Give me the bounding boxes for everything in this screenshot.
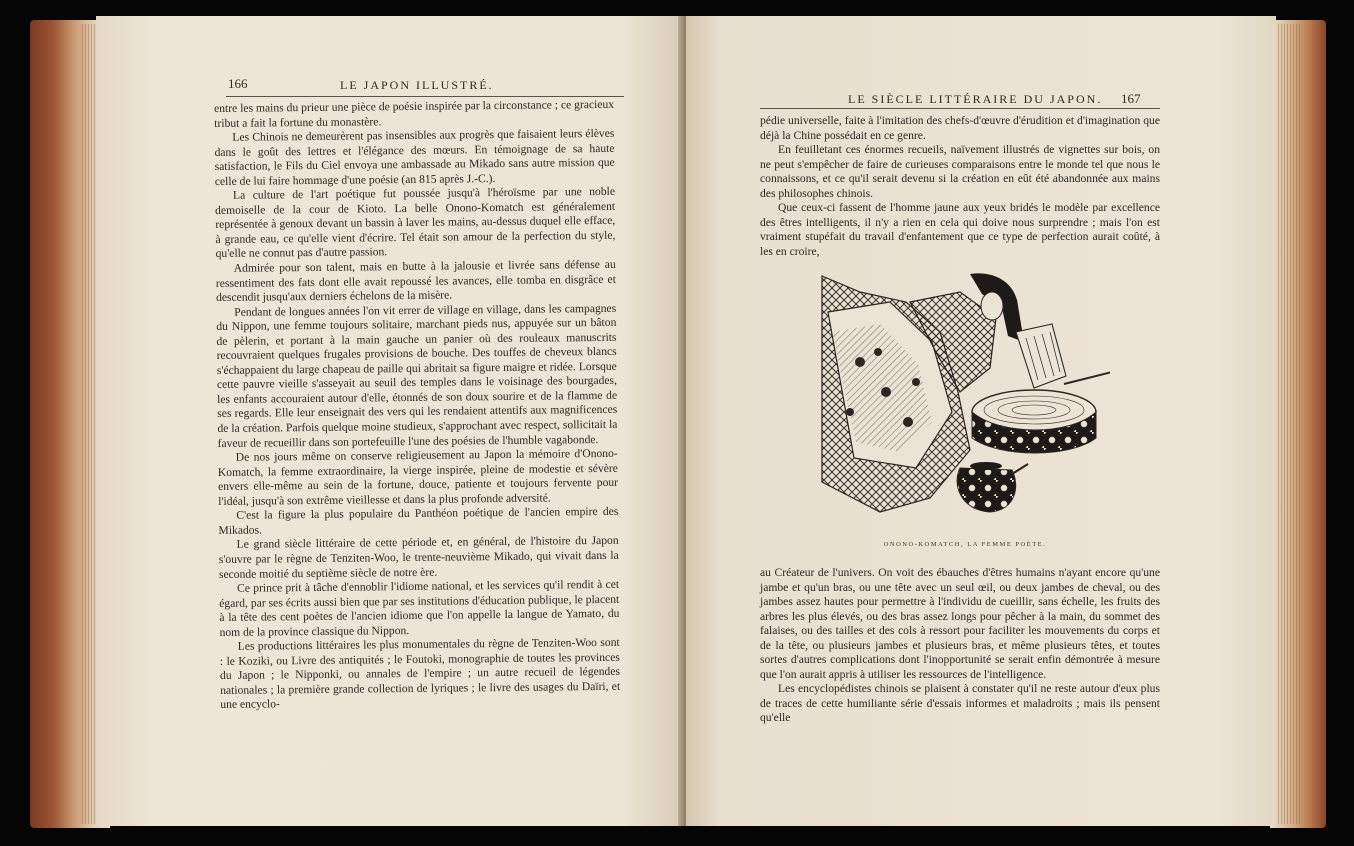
right-paragraph: En feuilletant ces énormes recueils, naïvement illustrés de vignettes sur bois, on ne peut s'empêcher de faire de curieuses comparaisons entre le monde tel que nous le connaissons, et ce qu'il serait devenu si la création en eût été abandonnée aux mains des philosophes chinois.: [760, 143, 1160, 200]
left-page-number: 166: [228, 76, 248, 91]
right-header-rule: [760, 108, 1160, 109]
right-page-edges: [1272, 24, 1302, 824]
left-paragraph: Les Chinois ne demeurèrent pas insensibles aux progrès que faisaient leurs élèves dans le goût des lettres et l'élégance des mœurs. En témoignage de sa haute satisfaction, le Fils du Ciel envoya une ambassade au Mikado sans autre mission que celle de lui faire hommage d'une poésie (an 815 après J.-C.).: [214, 126, 615, 188]
left-body-text: [214, 98, 620, 713]
right-page-number: 167: [1121, 91, 1141, 106]
left-paragraph: De nos jours même on conserve religieusement au Japon la mémoire d'Onono-Komatch, la femme extraordinaire, la vierge inspirée, pleine de modestie et sévère envers elle-même au sein de la fortune, douce, patiente et toujours fervente pour l'idéal, jusqu'à son extrême vieillesse et dans la plus profonde adversité.: [217, 446, 619, 508]
right-paragraph: Que ceux-ci fassent de l'homme jaune aux yeux bridés le modèle par excellence des êtres intelligents, il n'y a rien en cela qui doive nous surprendre ; mais l'on est vraiment stupéfait du travail d'enfantement que ce type de perfection aurait coûté, à les en croire,: [760, 201, 1160, 258]
right-paragraph: pédie universelle, faite à l'imitation des chefs-d'œuvre d'érudition et d'imagination que déjà la Chine possédait en ce genre.: [760, 114, 1160, 142]
left-paragraph: Le grand siècle littéraire de cette période et, en général, de l'histoire du Japon s'ouvre par le règne de Tenziten-Woo, le trente-neuvième Mikado, qui vivait dans la seconde moitié du septième siècle de notre ère.: [218, 534, 619, 581]
left-paragraph: Ce prince prit à tâche d'ennoblir l'idiome national, et les services qu'il rendit à cet égard, par ses écrits aussi bien que par ses institutions d'éducation publique, le placent à la tête des cent poètes de l'ancien idiome que l'on appelle la langue de Yamato, du nom de la province classique du Nippon.: [219, 577, 620, 639]
left-header-rule: [226, 96, 624, 97]
left-paragraph: Pendant de longues années l'on vit errer de village en village, dans les campagnes du Nippon, une femme toujours solitaire, marchant pieds nus, appuyée sur un bâton de pèlerin, et portant à la main gauche un panier où des rouleaux manuscrits recouvraient quelques frugales provisions de bouche. Des touffes de cheveux blancs s'échappaient du large chapeau de paille qui abritait sa figure maigre et ridée. Lorsque cette pauvre vieille s'asseyait au seuil des temples dans le voisinage des bourgades, les enfants accouraient autour d'elle, étonnés de son doux sourire et de la flamme de ses regards. Elle leur enseignait des vers qui les rendaient attentifs aux magnificences de la création. Parfois quelque moine studieux, s'approchant avec respect, sollicitait la faveur de recueillir dans son portefeuille l'une des poésies de l'humble vagabonde.: [216, 301, 618, 450]
onono-komatch-woodcut-illustration: [820, 272, 1110, 522]
right-paragraph: au Créateur de l'univers. On voit des ébauches d'êtres humains n'ayant encore qu'une jambe et qu'un bras, ou une tête avec un seul œil, ou deux jambes de cheval, ou des jambes assez hautes pour permettre à l'individu de cueillir, sans échelle, les fruits des arbres les plus élevés, ou des bras assez longs pour pêcher à la main, du sommet des falaises, ou des tailles et des cols à ressort pour faciliter les mouvements du corps et de la tête, ou plusieurs jambes et plusieurs bras, et même plusieurs têtes, et toutes sortes d'autres complications dont l'inopportunité se serait enfin démontrée à mesure que l'on aurait appris à utiliser les ressources de l'intelligence.: [760, 566, 1160, 681]
left-paragraph: C'est la figure la plus populaire du Panthéon poétique de l'ancien empire des Mikados.: [218, 505, 619, 537]
left-paragraph: Les productions littéraires les plus monumentales du règne de Tenziten-Woo sont : le Koziki, ou Livre des antiquités ; le Foutoki, monographie de toutes les provinces du Japon ; le Nipponki, ou annales de l'empire ; un autre recueil de légendes nationales ; la première grande collection de lyriques ; le livre des usages du Daïri, et une encyclo-: [219, 636, 621, 712]
right-body-text-top: [760, 114, 1160, 259]
figure-caption: ONONO-KOMATCH, LA FEMME POÈTE.: [883, 541, 1047, 548]
left-paragraph: entre les mains du prieur une pièce de poésie inspirée par la circonstance ; ce gracieux tribut a fait la fortune du monastère.: [214, 97, 615, 130]
right-running-head: LE SIÈCLE LITTÉRAIRE DU JAPON.: [848, 92, 1103, 106]
left-running-head: LE JAPON ILLUSTRÉ.: [340, 78, 494, 92]
right-paragraph: Les encyclopédistes chinois se plaisent à constater qu'il ne reste autour d'eux plus de traces de cette humiliante série d'essais informes et maladroits ; mais ils pensent qu'elle: [760, 682, 1160, 725]
left-paragraph: Admirée pour son talent, mais en butte à la jalousie et livrée sans défense au ressentiment des fats dont elle avait repoussé les avances, elle tomba en disgrâce et descendit jusqu'aux derniers échelons de la misère.: [215, 257, 616, 305]
left-paragraph: La culture de l'art poétique fut poussée jusqu'à l'héroïsme par une noble demoiselle de la cour de Kioto. La belle Onono-Komatch est généralement représentée à genoux devant un bassin à laver les mains, au-dessus duquel elle efface, à grande eau, ce qu'elle vient d'écrire. Tel était son amour de la perfection du style, qu'elle ne connut pas d'autre passion.: [215, 185, 616, 261]
right-body-text-bottom: [760, 566, 1160, 726]
